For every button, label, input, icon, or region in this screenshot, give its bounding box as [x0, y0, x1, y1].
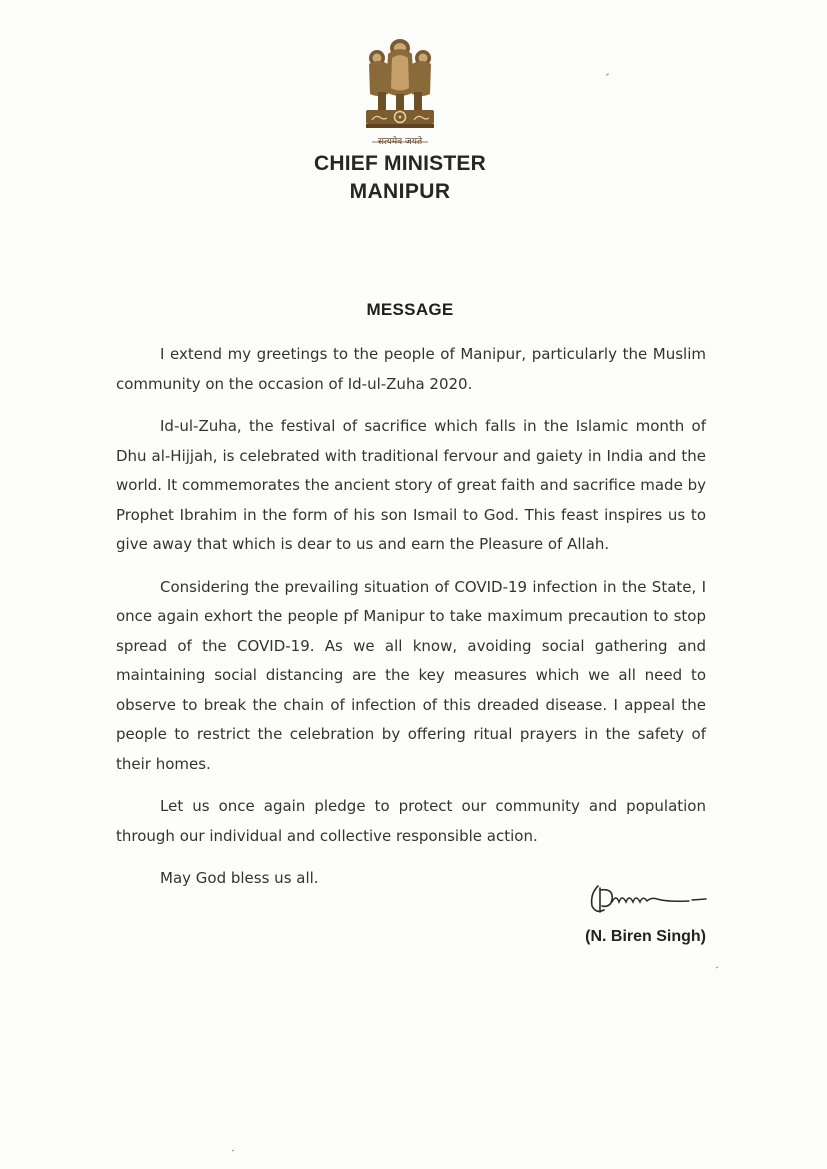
- paper-speck: [606, 73, 609, 76]
- paper-speck: [232, 1150, 234, 1152]
- paragraph-pledge: Let us once again pledge to protect our community and population through our individual and collective responsible action.: [116, 797, 706, 845]
- signatory-name: (N. Biren Singh): [585, 928, 706, 945]
- paragraph-blessing: May God bless us all.: [160, 869, 319, 887]
- letterhead-subtitle: MANIPUR: [349, 180, 451, 203]
- paragraph-greeting: I extend my greetings to the people of Manipur, particularly the Muslim community on the occasion of Id-ul-Zuha 2020.: [116, 345, 706, 393]
- emblem-motto: सत्यमेव जयते: [377, 137, 423, 147]
- letterhead-title: CHIEF MINISTER: [314, 152, 486, 175]
- handwritten-signature-icon: [584, 880, 714, 920]
- paper-speck: [716, 967, 718, 969]
- paragraph-festival: Id-ul-Zuha, the festival of sacrifice which falls in the Islamic month of Dhu al-Hijjah, is celebrated with traditional fervour and gaiety in India and the world. It commemorates the ancient story of great faith and sacrifice made by Prophet Ibrahim in the form of his son Ismail to God. This feast inspires us to give away that which is dear to us and earn the Pleasure of Allah.: [116, 417, 706, 553]
- paragraph-covid: Considering the prevailing situation of COVID-19 infection in the State, I once again exhort the people pf Manipur to take maximum precaution to stop spread of the COVID-19. As we all know, avoiding social gathering and maintaining social distancing are the key measures which we all need to observe to break the chain of infection of this dreaded disease. I appeal the people to restrict the celebration by offering ritual prayers in the safety of their homes.: [116, 577, 706, 773]
- message-heading: MESSAGE: [366, 300, 454, 319]
- message-body: [116, 340, 706, 907]
